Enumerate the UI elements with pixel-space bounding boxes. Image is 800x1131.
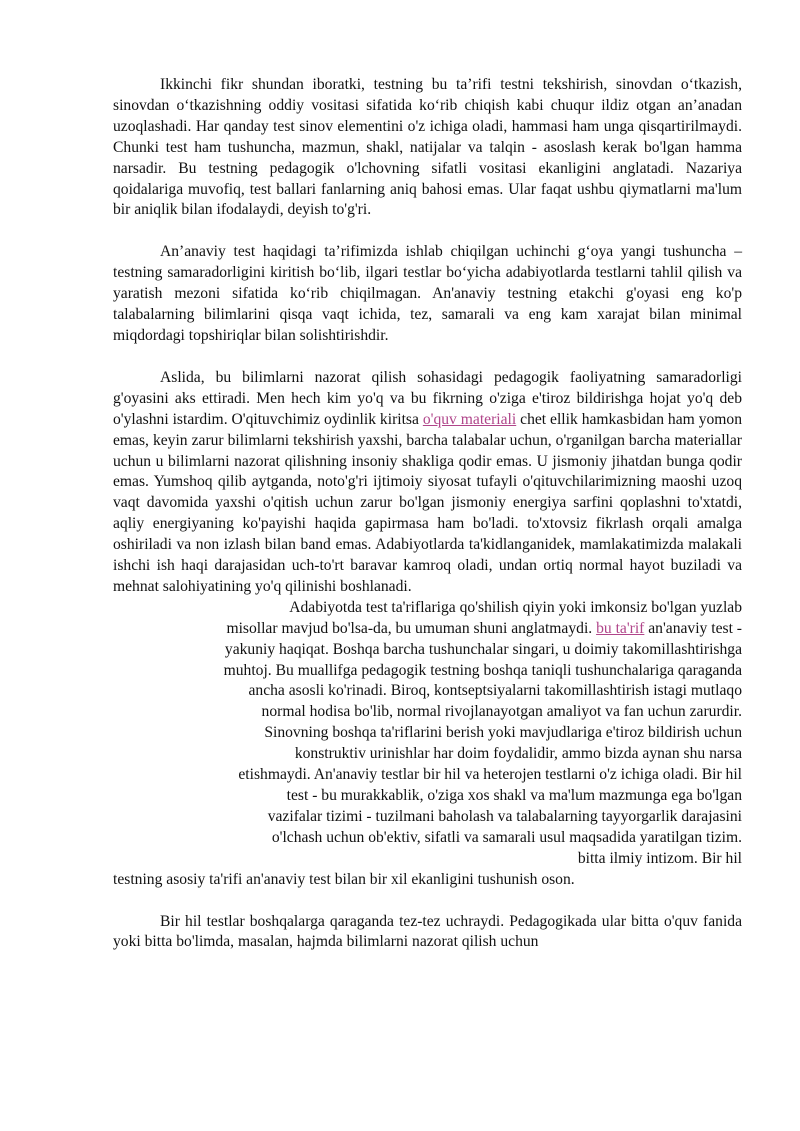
paragraph-4-line-6: normal hodisa bo'lib, normal rivojlanayotgan amaliyot va fan uchun zarurdir. — [261, 703, 742, 721]
paragraph-4-line-2-end: an'anaviy test - — [644, 619, 742, 637]
paragraph-4-line-2 — [113, 619, 742, 640]
paragraph-2: An’anaviy test haqidagi ta’rifimizda ishlab chiqilgan uchinchi g‘oya yangi tushuncha – testning samaradorligini kiritish bo‘lib, ilgari testlar bo‘yicha adabiyotlarda testlarni tahlil qilish va yaratish mezoni sifatida ko‘rib chiqilmagan. An'anaviy testning etakchi g'oyasi eng ko'p talabalarning bilimlarini qisqa vaqt ichida, tez, samarali va eng kam xarajat bilan minimal miqdordagi topshiriqlar bilan solishtirishdir. — [113, 243, 742, 344]
paragraph-3 — [113, 368, 742, 598]
document-page — [113, 75, 742, 953]
paragraph-4 — [113, 598, 742, 891]
paragraph-4-line-14: testning asosiy ta'rifi an'anaviy test bilan bir xil ekanligini tushunish oson. — [113, 870, 575, 888]
paragraph-3-text-start: Aslida, bu bilimlarni nazorat qilish sohasidagi pedagogik faoliyatning samaradorligi g'oyasini aks ettiradi. Men hech kim yo'q va bu fikrning o'ziga e'tiroz bildirishga hojat yo'q deb o'ylashni istardim. O'qituvchimiz oydinlik kiritsa — [113, 368, 742, 428]
paragraph-5: Bir hil testlar boshqalarga qaraganda tez-tez uchraydi. Pedagogikada ular bitta o'quv fanida yoki bitta bo'limda, masalan, hajmda bilimlarni nazorat qilish uchun — [113, 912, 742, 951]
paragraph-4-line-3: yakuniy haqiqat. Boshqa barcha tushunchalar singari, u doimiy takomillashtirishga — [224, 640, 742, 658]
paragraph-4-line-11: vazifalar tizimi - tuzilmani baholash va talabalarning tayyorgarlik darajasini — [267, 807, 742, 825]
paragraph-4-line-1: Adabiyotda test ta'riflariga qo'shilish qiyin yoki imkonsiz bo'lgan yuzlab — [289, 598, 742, 616]
paragraph-3-text-end: chet ellik hamkasbidan ham yomon emas, keyin zarur bilimlarni tekshirish yaxshi, barcha talabalar uchun, o'rganilgan barcha materiallar uchun u bilimlarni nazorat qilishning insoniy shakliga qodir emas. U jismoniy jihatdan bunga qodir emas. Yumshoq qilib aytganda, noto'g'ri ijtimoiy siyosat tufayli o'qituvchilarimizning maoshi uzoq vaqt davomida yaxshi o'qitish uchun zarur bo'lgan jismoniy energiya sarfini qoplashni to'xtatdi, aqliy energiyaning ko'payishi haqida gapirmasa ham bo'ladi. to'xtovsiz fikrlash orqali amalga oshiriladi va non izlash bilan band emas. Adabiyotlarda ta'kidlanganidek, mamlakatimizda malakali ishchi ish haqi darajasidan uch-to'rt baravar kamroq oladi, undan ortiq normal hayot buziladi va mehnat salohiyatining yo'q qilinishi boshlanadi. — [113, 410, 743, 595]
paragraph-4-line-10: test - bu murakkablik, o'ziga xos shakl va ma'lum mazmunga ega bo'lgan — [286, 787, 742, 804]
paragraph-4-line-12: o'lchash uchun ob'ektiv, sifatli va samarali usul maqsadida yaratilgan tizim. — [271, 828, 742, 846]
paragraph-4-line-13: bitta ilmiy intizom. Bir hil — [577, 849, 742, 867]
oquv-materiali-link[interactable]: o'quv materiali — [422, 410, 517, 428]
paragraph-1: Ikkinchi fikr shundan iboratki, testning bu ta’rifi testni tekshirish, sinovdan o‘tkazish, sinovdan o‘tkazishning oddiy vositasi sifatida ko‘rib chiqish kabi chuqur ildiz otgan an’anadan uzoqlashadi. Har qanday test sinov elementini o'z ichiga oladi, hammasi ham unga qisqartirilmaydi. Chunki test ham tushuncha, mazmun, shakl, natijalar va talqin - asoslash kerak bo'lgan hamma narsadir. Bu testning pedagogik o'lchovning sifatli vositasi ekanligini anglatadi. Nazariya qoidalariga muvofiq, test ballari fanlarning aniq bahosi emas. Ular faqat ushbu qiymatlarni ma'lum bir aniqlik bilan ifodalaydi, deyish to'g'ri. — [113, 76, 742, 219]
paragraph-4-line-5: ancha asosli ko'rinadi. Biroq, kontseptsiyalarni takomillashtirish istagi mutlaqo — [248, 682, 742, 700]
paragraph-4-line-7: Sinovning boshqa ta'riflarini berish yoki mavjudlariga e'tiroz bildirish uchun — [264, 724, 742, 742]
bu-tarif-link[interactable]: bu ta'rif — [596, 619, 645, 637]
paragraph-4-line-9: etishmaydi. An'anaviy testlar bir hil va heterojen testlarni o'z ichiga oladi. Bir hil — [238, 766, 742, 784]
paragraph-4-line-2-start: misollar mavjud bo'lsa-da, bu umuman shuni anglatmaydi. — [226, 619, 597, 637]
paragraph-4-line-4: muhtoj. Bu muallifga pedagogik testning boshqa taniqli tushunchalariga qaraganda — [223, 661, 742, 679]
paragraph-4-line-8: konstruktiv urinishlar har doim foydalidir, ammo bizda aynan shu narsa — [294, 745, 742, 763]
